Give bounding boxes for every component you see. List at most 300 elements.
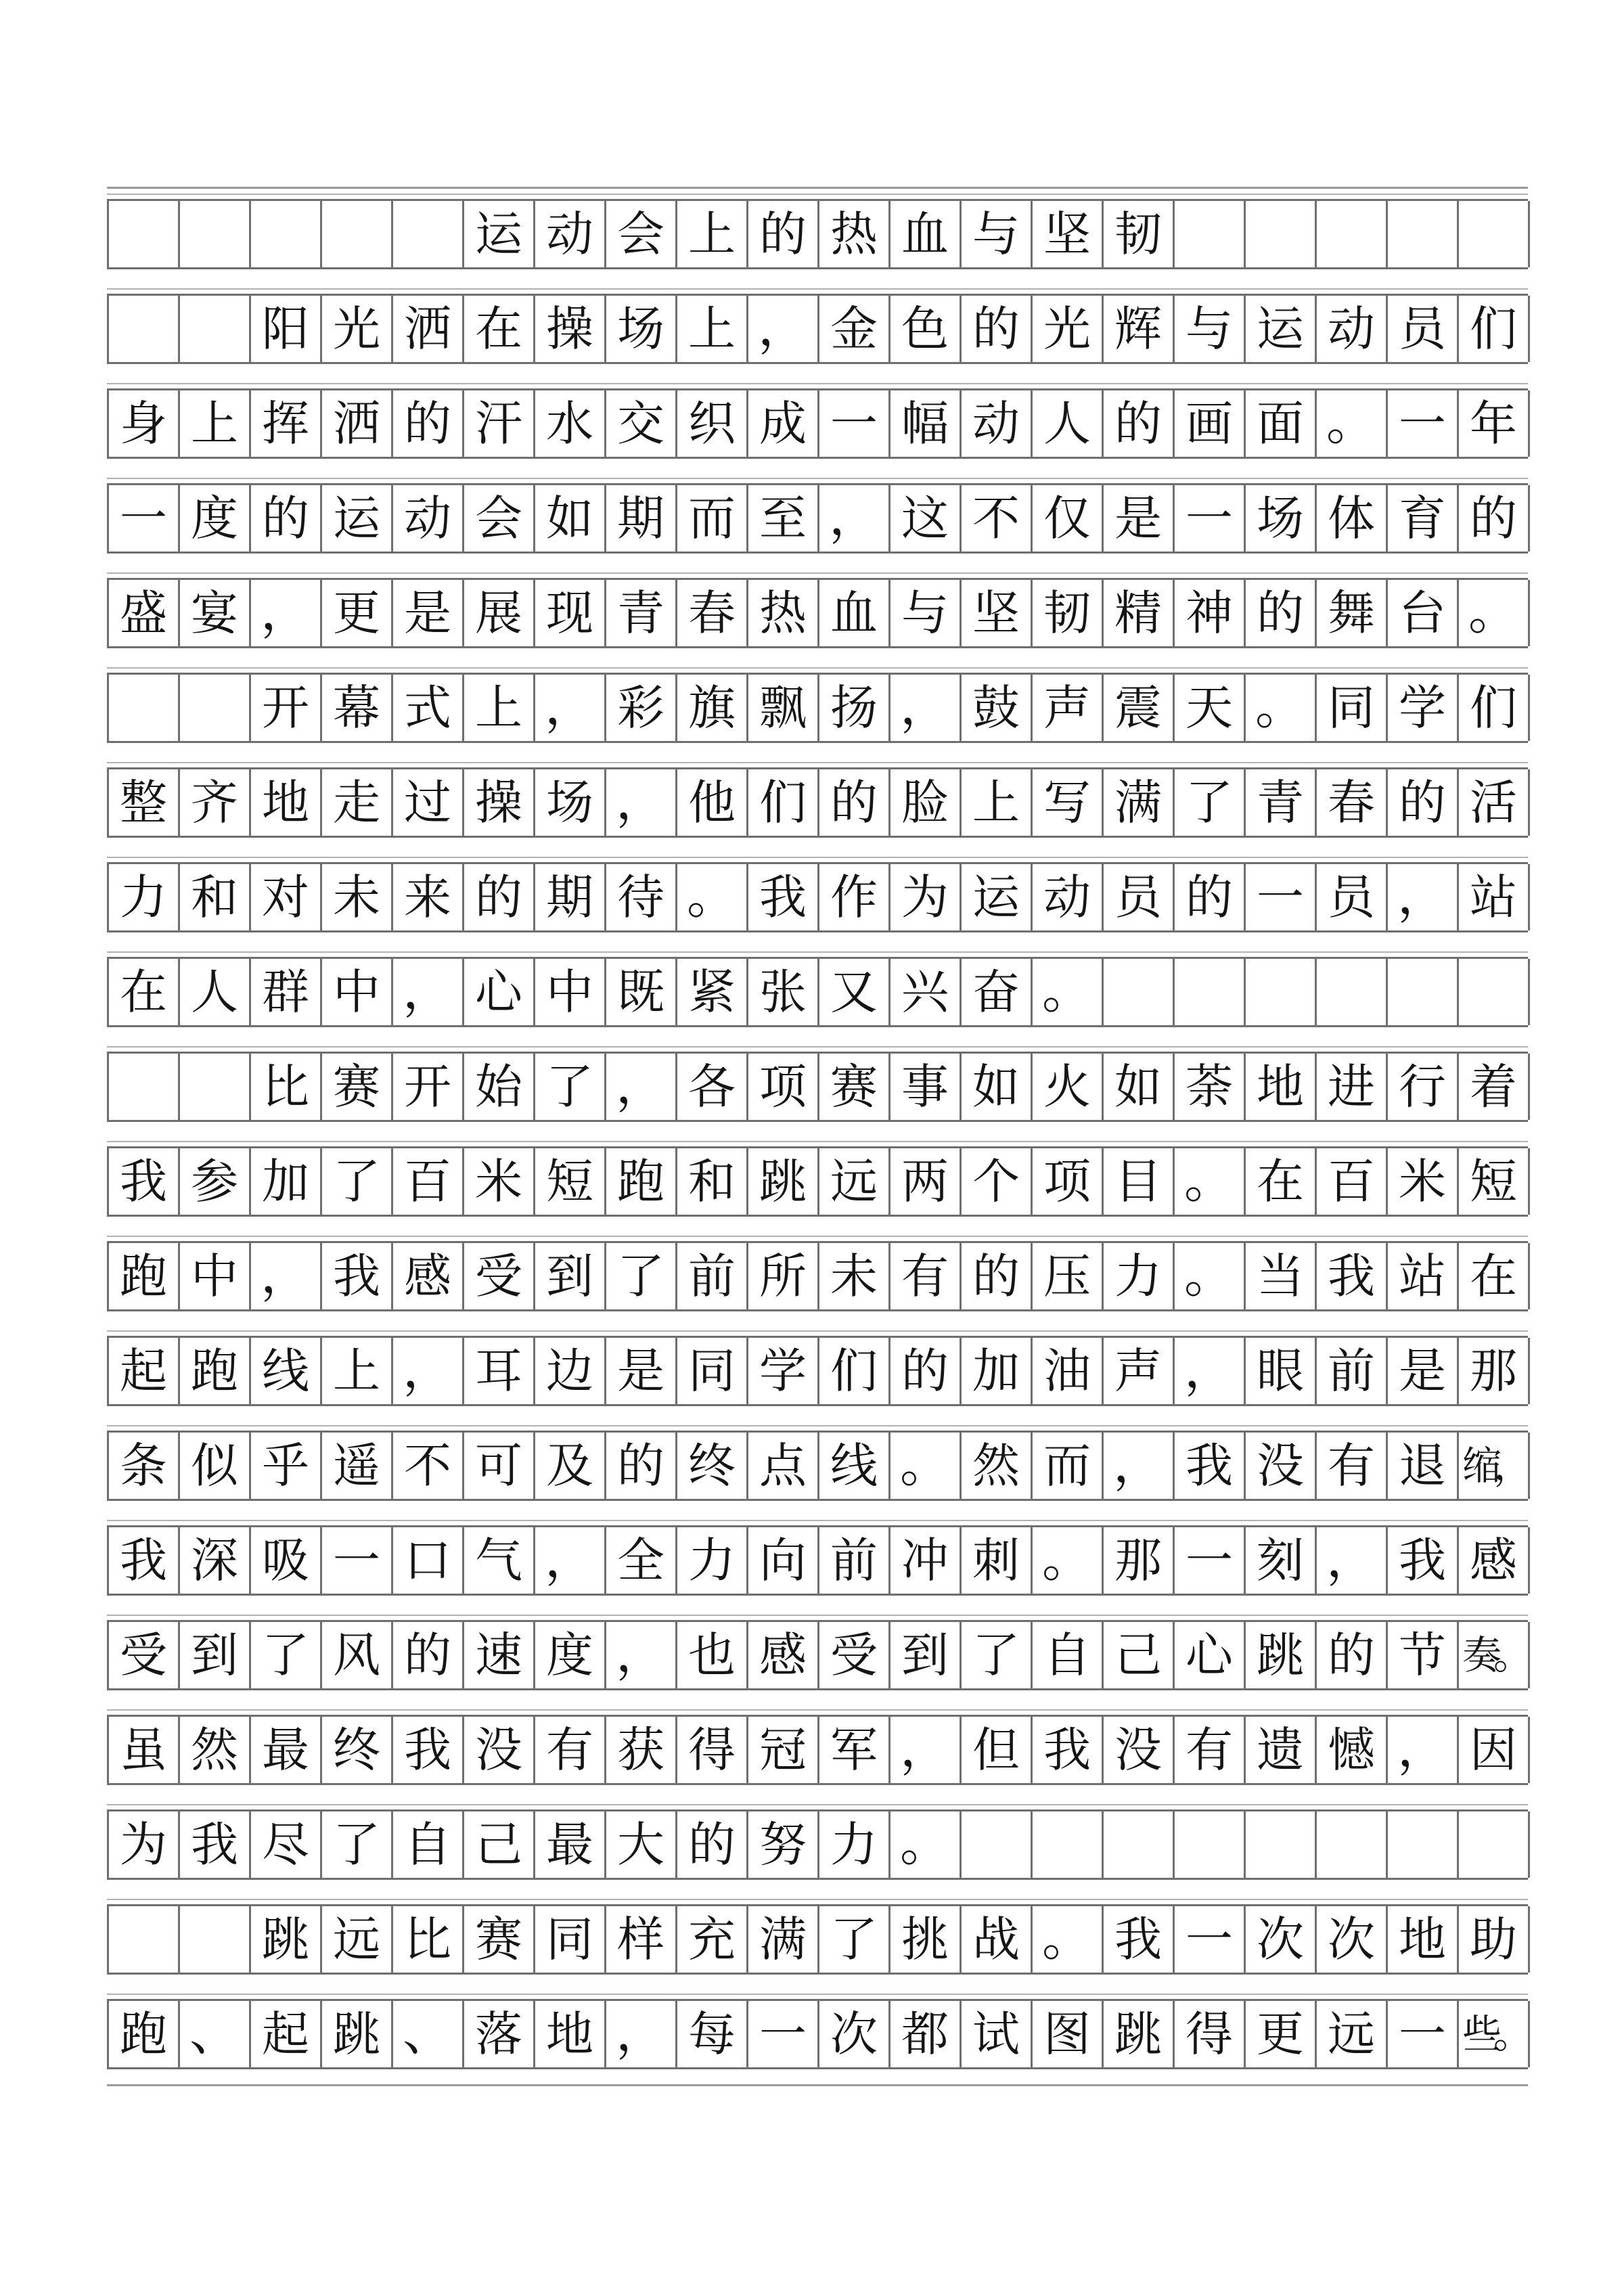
character-cell: 的: [890, 1338, 962, 1404]
character-cell: 远: [819, 1148, 890, 1215]
character-cell: 了: [535, 1054, 606, 1120]
character-cell: 的: [1388, 769, 1459, 836]
character-cell: 上: [322, 1338, 393, 1404]
grid-rule: [107, 1709, 1528, 1711]
character-cell: 感: [748, 1622, 819, 1688]
grid-rule: [107, 187, 1528, 189]
grid-rule: [107, 478, 1528, 479]
character-cell: 乎: [251, 1433, 322, 1499]
empty-cell: [1459, 1811, 1530, 1878]
character-cell: 的: [606, 1433, 677, 1499]
character-cell: 的: [393, 1622, 464, 1688]
character-cell: 受: [109, 1622, 180, 1688]
character-cell: 的: [1104, 390, 1175, 457]
grid-row: [107, 767, 1528, 838]
grid-row: [107, 1525, 1528, 1596]
character-cell: 跑: [109, 1243, 180, 1309]
character-cell: 憾: [1317, 1717, 1388, 1783]
empty-cell: [109, 296, 180, 362]
character-cell: 而: [1033, 1433, 1104, 1499]
character-cell: 线: [251, 1338, 322, 1404]
character-cell: 上: [677, 201, 748, 267]
character-cell: 刻: [1246, 1527, 1317, 1594]
character-cell: 了: [322, 1148, 393, 1215]
grid-rule: [107, 288, 1528, 290]
character-cell: 走: [322, 769, 393, 836]
character-cell: ，: [1175, 1338, 1246, 1404]
character-cell: 学: [748, 1338, 819, 1404]
character-cell: 地: [1388, 1906, 1459, 1973]
character-cell: 前: [819, 1527, 890, 1594]
character-cell: 了: [1175, 769, 1246, 836]
character-cell: 青: [1246, 769, 1317, 836]
character-cell: 米: [1388, 1148, 1459, 1215]
character-cell: 加: [962, 1338, 1033, 1404]
character-cell: 运: [962, 864, 1033, 930]
character-cell: 短: [1459, 1148, 1530, 1215]
grid-rule: [107, 762, 1528, 763]
character-cell: 了: [819, 1906, 890, 1973]
character-cell: 度: [535, 1622, 606, 1688]
character-cell: 。: [677, 864, 748, 930]
character-cell: 坚: [1033, 201, 1104, 267]
character-cell: 天: [1175, 675, 1246, 741]
character-cell: 既: [606, 959, 677, 1025]
grid-row: [107, 388, 1528, 459]
character-cell: 项: [1033, 1148, 1104, 1215]
character-cell: 吸: [251, 1527, 322, 1594]
character-cell: 仅: [1033, 485, 1104, 552]
grid-row: [107, 1336, 1528, 1406]
character-cell: 我: [748, 864, 819, 930]
character-cell: 点: [748, 1433, 819, 1499]
character-cell: 上: [677, 296, 748, 362]
character-cell: ，: [1388, 864, 1459, 930]
character-cell: 交: [606, 390, 677, 457]
empty-cell: [1175, 959, 1246, 1025]
character-cell: 的: [748, 201, 819, 267]
character-cell: 辉: [1104, 296, 1175, 362]
empty-cell: [109, 1054, 180, 1120]
character-cell: 。: [1175, 1243, 1246, 1309]
character-cell: 、: [393, 2001, 464, 2067]
character-cell: 一: [322, 1527, 393, 1594]
character-cell: 赛: [819, 1054, 890, 1120]
character-cell: 过: [393, 769, 464, 836]
character-cell: 些。: [1459, 2001, 1530, 2067]
character-cell: 远: [322, 1906, 393, 1973]
empty-cell: [962, 1811, 1033, 1878]
character-cell: 了: [251, 1622, 322, 1688]
character-cell: 是: [1104, 485, 1175, 552]
character-cell: 地: [1246, 1054, 1317, 1120]
character-cell: 期: [606, 485, 677, 552]
character-cell: 大: [606, 1811, 677, 1878]
character-cell: 洒: [393, 296, 464, 362]
character-cell: 前: [677, 1243, 748, 1309]
empty-cell: [109, 201, 180, 267]
character-cell: 如: [1104, 1054, 1175, 1120]
character-cell: 。: [1459, 580, 1530, 646]
character-cell: 冲: [890, 1527, 962, 1594]
character-cell: 得: [1175, 2001, 1246, 2067]
character-cell: 每: [677, 2001, 748, 2067]
empty-cell: [180, 675, 251, 741]
character-cell: 的: [962, 1243, 1033, 1309]
character-cell: 的: [819, 769, 890, 836]
character-cell: 展: [464, 580, 535, 646]
character-cell: 的: [962, 296, 1033, 362]
character-cell: 力: [109, 864, 180, 930]
character-cell: 地: [535, 2001, 606, 2067]
character-cell: 如: [962, 1054, 1033, 1120]
character-cell: 我: [322, 1243, 393, 1309]
character-cell: 似: [180, 1433, 251, 1499]
character-cell: 与: [962, 201, 1033, 267]
character-cell: 到: [890, 1622, 962, 1688]
character-cell: 会: [606, 201, 677, 267]
character-cell: 动: [393, 485, 464, 552]
character-cell: 这: [890, 485, 962, 552]
character-cell: 受: [819, 1622, 890, 1688]
character-cell: 同: [535, 1906, 606, 1973]
character-cell: ，: [1388, 1717, 1459, 1783]
character-cell: 坚: [962, 580, 1033, 646]
character-cell: 旗: [677, 675, 748, 741]
character-cell: 了: [962, 1622, 1033, 1688]
empty-cell: [1104, 1811, 1175, 1878]
character-cell: ，: [890, 675, 962, 741]
character-cell: 跑: [606, 1148, 677, 1215]
grid-row: [107, 1620, 1528, 1690]
character-cell: 的: [1459, 485, 1530, 552]
composition-grid-sheet: [107, 187, 1528, 2102]
character-cell: 画: [1175, 390, 1246, 457]
character-cell: 们: [819, 1338, 890, 1404]
grid-row: [107, 1052, 1528, 1122]
grid-rule: [107, 572, 1528, 574]
grid-row: [107, 1809, 1528, 1880]
character-cell: 远: [1317, 2001, 1388, 2067]
character-cell: 血: [890, 201, 962, 267]
character-cell: 员: [1388, 296, 1459, 362]
character-cell: 紧: [677, 959, 748, 1025]
character-cell: 们: [1459, 675, 1530, 741]
character-cell: 与: [890, 580, 962, 646]
character-cell: 对: [251, 864, 322, 930]
character-cell: 然: [962, 1433, 1033, 1499]
character-cell: 图: [1033, 2001, 1104, 2067]
character-cell: 起: [109, 1338, 180, 1404]
character-cell: 未: [819, 1243, 890, 1309]
empty-cell: [393, 201, 464, 267]
character-cell: 没: [1104, 1717, 1175, 1783]
character-cell: 尽: [251, 1811, 322, 1878]
character-cell: 助: [1459, 1906, 1530, 1973]
character-cell: 样: [606, 1906, 677, 1973]
character-cell: 耳: [464, 1338, 535, 1404]
character-cell: 更: [322, 580, 393, 646]
character-cell: 是: [606, 1338, 677, 1404]
empty-cell: [1317, 1811, 1388, 1878]
character-cell: 动: [535, 201, 606, 267]
character-cell: 热: [748, 580, 819, 646]
character-cell: 开: [251, 675, 322, 741]
character-cell: 运: [1246, 296, 1317, 362]
character-cell: 都: [890, 2001, 962, 2067]
empty-cell: [180, 1054, 251, 1120]
character-cell: 开: [393, 1054, 464, 1120]
character-cell: 动: [1033, 864, 1104, 930]
character-cell: 虽: [109, 1717, 180, 1783]
character-cell: 压: [1033, 1243, 1104, 1309]
character-cell: 百: [1317, 1148, 1388, 1215]
character-cell: 力: [1104, 1243, 1175, 1309]
character-cell: 挑: [890, 1906, 962, 1973]
character-cell: 与: [1175, 296, 1246, 362]
character-cell: 可: [464, 1433, 535, 1499]
character-cell: 。: [1033, 959, 1104, 1025]
character-cell: 同: [1317, 675, 1388, 741]
character-cell: 现: [535, 580, 606, 646]
character-cell: 场: [535, 769, 606, 836]
character-cell: 幅: [890, 390, 962, 457]
character-cell: 是: [1388, 1338, 1459, 1404]
character-cell: ，: [1104, 1433, 1175, 1499]
character-cell: 努: [748, 1811, 819, 1878]
grid-rule: [107, 1994, 1528, 1995]
character-cell: ，: [606, 769, 677, 836]
character-cell: 动: [1317, 296, 1388, 362]
grid-rule: [107, 1804, 1528, 1805]
empty-cell: [1175, 1811, 1246, 1878]
character-cell: 成: [748, 390, 819, 457]
character-cell: 在: [109, 959, 180, 1025]
character-cell: 盛: [109, 580, 180, 646]
character-cell: 退: [1388, 1433, 1459, 1499]
character-cell: ，: [393, 1338, 464, 1404]
character-cell: 军: [819, 1717, 890, 1783]
grid-row: [107, 199, 1528, 269]
character-cell: 遗: [1246, 1717, 1317, 1783]
character-cell: 。: [1033, 1906, 1104, 1973]
character-cell: 节: [1388, 1622, 1459, 1688]
character-cell: 韧: [1033, 580, 1104, 646]
character-cell: 终: [322, 1717, 393, 1783]
character-cell: 织: [677, 390, 748, 457]
character-cell: 整: [109, 769, 180, 836]
character-cell: 和: [180, 864, 251, 930]
character-cell: ，: [606, 1054, 677, 1120]
character-cell: 始: [464, 1054, 535, 1120]
character-cell: 加: [251, 1148, 322, 1215]
character-cell: 心: [464, 959, 535, 1025]
character-cell: 写: [1033, 769, 1104, 836]
character-cell: 缩，: [1459, 1433, 1530, 1499]
character-cell: 受: [464, 1243, 535, 1309]
grid-row: [107, 1146, 1528, 1217]
empty-cell: [1317, 959, 1388, 1025]
character-cell: 但: [962, 1717, 1033, 1783]
character-cell: 春: [677, 580, 748, 646]
character-cell: 人: [1033, 390, 1104, 457]
grid-row: [107, 862, 1528, 932]
empty-cell: [1104, 959, 1175, 1025]
character-cell: 的: [1317, 1622, 1388, 1688]
character-cell: 齐: [180, 769, 251, 836]
character-cell: 的: [1246, 580, 1317, 646]
character-cell: 荼: [1175, 1054, 1246, 1120]
character-cell: 宴: [180, 580, 251, 646]
character-cell: 阳: [251, 296, 322, 362]
character-cell: 那: [1459, 1338, 1530, 1404]
character-cell: 短: [535, 1148, 606, 1215]
character-cell: 遥: [322, 1433, 393, 1499]
character-cell: 幕: [322, 675, 393, 741]
character-cell: 一: [1246, 864, 1317, 930]
character-cell: 上: [464, 675, 535, 741]
character-cell: 有: [890, 1243, 962, 1309]
character-cell: 各: [677, 1054, 748, 1120]
character-cell: 声: [1104, 1338, 1175, 1404]
grid-row: [107, 1904, 1528, 1975]
character-cell: 到: [180, 1622, 251, 1688]
character-cell: 米: [464, 1148, 535, 1215]
grid-rule: [107, 1425, 1528, 1426]
character-cell: 血: [819, 580, 890, 646]
character-cell: 中: [535, 959, 606, 1025]
character-cell: 感: [393, 1243, 464, 1309]
character-cell: 有: [535, 1717, 606, 1783]
character-cell: 心: [1175, 1622, 1246, 1688]
character-cell: 我: [109, 1527, 180, 1594]
character-cell: 他: [677, 769, 748, 836]
character-cell: 。: [1175, 1148, 1246, 1215]
character-cell: 彩: [606, 675, 677, 741]
character-cell: 跳: [251, 1906, 322, 1973]
grid-row: [107, 673, 1528, 743]
character-cell: 更: [1246, 2001, 1317, 2067]
character-cell: 当: [1246, 1243, 1317, 1309]
character-cell: 感: [1459, 1527, 1530, 1594]
character-cell: 战: [962, 1906, 1033, 1973]
character-cell: 次: [1317, 1906, 1388, 1973]
character-cell: 边: [535, 1338, 606, 1404]
character-cell: 跑: [180, 1338, 251, 1404]
character-cell: ，: [535, 1527, 606, 1594]
character-cell: 着: [1459, 1054, 1530, 1120]
character-cell: 度: [180, 485, 251, 552]
character-cell: 为: [890, 864, 962, 930]
character-cell: 光: [322, 296, 393, 362]
empty-cell: [1175, 201, 1246, 267]
character-cell: ，: [819, 485, 890, 552]
character-cell: 有: [1175, 1717, 1246, 1783]
character-cell: 次: [819, 2001, 890, 2067]
character-cell: 。: [1033, 1527, 1104, 1594]
character-cell: 为: [109, 1811, 180, 1878]
grid-rule: [107, 951, 1528, 953]
character-cell: 员: [1317, 864, 1388, 930]
character-cell: 一: [1175, 1906, 1246, 1973]
character-cell: 奋: [962, 959, 1033, 1025]
character-cell: 参: [180, 1148, 251, 1215]
empty-cell: [1459, 959, 1530, 1025]
character-cell: ，: [1317, 1527, 1388, 1594]
character-cell: 不: [393, 1433, 464, 1499]
character-cell: 眼: [1246, 1338, 1317, 1404]
character-cell: 所: [748, 1243, 819, 1309]
empty-cell: [1388, 959, 1459, 1025]
empty-cell: [251, 201, 322, 267]
character-cell: 在: [1459, 1243, 1530, 1309]
character-cell: 挥: [251, 390, 322, 457]
character-cell: 作: [819, 864, 890, 930]
character-cell: 上: [962, 769, 1033, 836]
character-cell: 鼓: [962, 675, 1033, 741]
grid-rule: [107, 1046, 1528, 1048]
character-cell: 们: [748, 769, 819, 836]
character-cell: 学: [1388, 675, 1459, 741]
character-cell: 力: [819, 1811, 890, 1878]
character-cell: 色: [890, 296, 962, 362]
character-cell: 年: [1459, 390, 1530, 457]
character-cell: 也: [677, 1622, 748, 1688]
character-cell: ，: [251, 1243, 322, 1309]
character-cell: 韧: [1104, 201, 1175, 267]
grid-row: [107, 1431, 1528, 1501]
character-cell: 场: [606, 296, 677, 362]
character-cell: ，: [535, 675, 606, 741]
character-cell: 奏。: [1459, 1622, 1530, 1688]
empty-cell: [109, 675, 180, 741]
character-cell: 条: [109, 1433, 180, 1499]
grid-rule: [107, 1520, 1528, 1521]
character-cell: 震: [1104, 675, 1175, 741]
character-cell: 没: [464, 1717, 535, 1783]
character-cell: 然: [180, 1717, 251, 1783]
grid-rule: [107, 2084, 1528, 2086]
empty-cell: [1459, 201, 1530, 267]
character-cell: 火: [1033, 1054, 1104, 1120]
character-cell: 充: [677, 1906, 748, 1973]
grid-rule: [107, 194, 1528, 195]
character-cell: 我: [180, 1811, 251, 1878]
character-cell: 面: [1246, 390, 1317, 457]
character-cell: 到: [535, 1243, 606, 1309]
grid-rule: [107, 667, 1528, 669]
character-cell: 获: [606, 1717, 677, 1783]
character-cell: 一: [1175, 1527, 1246, 1594]
character-cell: 中: [322, 959, 393, 1025]
grid-rule: [107, 383, 1528, 384]
character-cell: ，: [606, 2001, 677, 2067]
character-cell: 体: [1317, 485, 1388, 552]
character-cell: 又: [819, 959, 890, 1025]
character-cell: 未: [322, 864, 393, 930]
character-cell: 、: [180, 2001, 251, 2067]
character-cell: 飘: [748, 675, 819, 741]
character-cell: 两: [890, 1148, 962, 1215]
character-cell: 如: [535, 485, 606, 552]
character-cell: 因: [1459, 1717, 1530, 1783]
empty-cell: [1388, 201, 1459, 267]
character-cell: ，: [393, 959, 464, 1025]
character-cell: 及: [535, 1433, 606, 1499]
character-cell: ，: [251, 580, 322, 646]
grid-row: [107, 1715, 1528, 1785]
character-cell: ，: [890, 1717, 962, 1783]
